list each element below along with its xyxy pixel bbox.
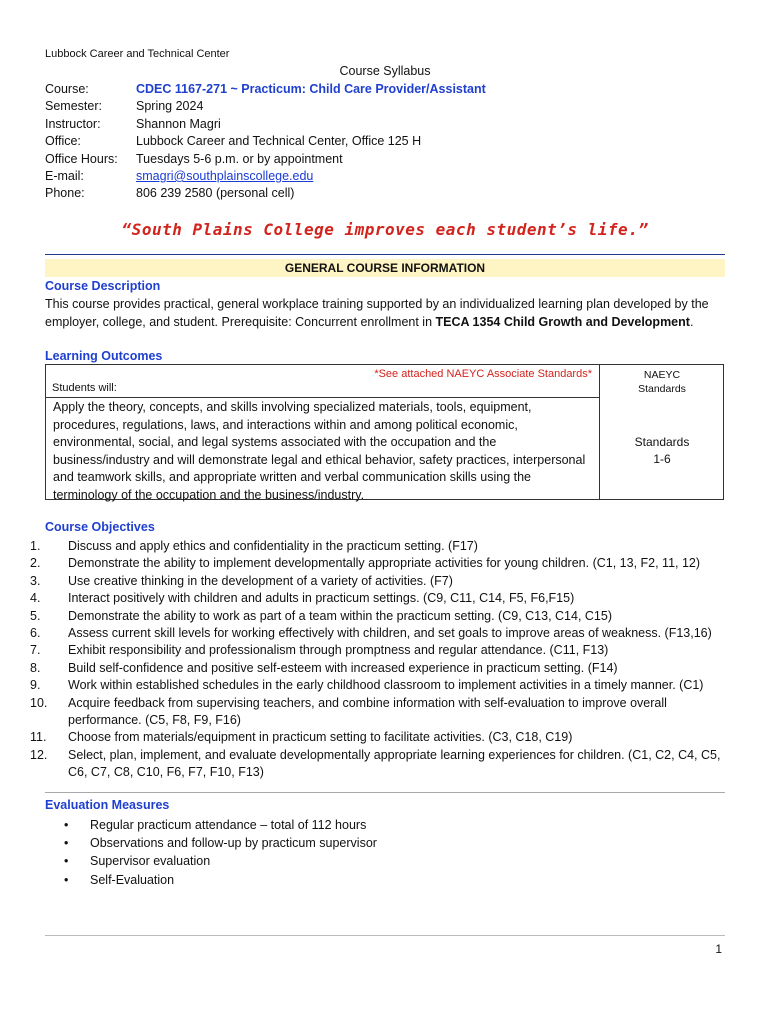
email-row — [45, 168, 486, 185]
list-text: Self-Evaluation — [90, 872, 175, 887]
instructor-value: Shannon Magri — [136, 116, 221, 131]
semester-row — [45, 98, 486, 115]
college-motto: “South Plains College improves each student’s life.” — [121, 220, 649, 239]
table-divider — [46, 397, 599, 398]
students-will-label: Students will: — [52, 382, 117, 394]
naeyc-header-line2: Standards — [638, 383, 686, 395]
list-number: 2. — [30, 556, 41, 571]
phone-value: 806 239 2580 (personal cell) — [136, 186, 295, 201]
list-item — [64, 852, 377, 870]
course-label: Course: — [45, 82, 89, 96]
list-item — [30, 538, 740, 555]
list-item — [30, 555, 740, 572]
prerequisite-course: TECA 1354 Child Growth and Development — [435, 314, 690, 329]
list-item — [30, 642, 740, 659]
list-number: 1. — [30, 539, 41, 553]
general-info-heading: GENERAL COURSE INFORMATION — [45, 259, 725, 277]
list-text: Use creative thinking in the development of a variety of activities. (F7) — [68, 573, 453, 588]
standards-range: 1-6 — [653, 452, 671, 466]
list-number: 6. — [30, 626, 41, 641]
description-end: . — [689, 314, 694, 329]
office-hours-value: Tuesdays 5-6 p.m. or by appointment — [136, 151, 343, 166]
evaluation-measures-heading: Evaluation Measures — [45, 798, 170, 812]
course-row — [45, 81, 486, 98]
list-text: Discuss and apply ethics and confidentiality in the practicum setting. (F17) — [68, 539, 478, 553]
semester-label: Semester: — [45, 99, 102, 114]
instructor-row — [45, 116, 486, 133]
list-number: 8. — [30, 660, 41, 675]
office-hours-label: Office Hours: — [45, 151, 118, 166]
list-item — [30, 677, 740, 694]
list-number: 12. — [30, 747, 48, 762]
course-description-text — [45, 296, 735, 331]
list-item — [30, 573, 740, 590]
office-row — [45, 133, 486, 150]
list-number: 10. — [30, 695, 48, 710]
list-number: 5. — [30, 608, 41, 623]
organization-name: Lubbock Career and Technical Center — [45, 48, 230, 60]
bullet-icon: • — [64, 818, 69, 832]
office-value: Lubbock Career and Technical Center, Office 125 H — [136, 134, 422, 149]
list-item — [30, 590, 740, 607]
bullet-icon: • — [64, 854, 69, 869]
list-text: Supervisor evaluation — [90, 854, 211, 869]
office-hours-row — [45, 151, 486, 168]
phone-row — [45, 185, 486, 202]
semester-value: Spring 2024 — [136, 99, 204, 114]
learning-outcomes-table — [45, 364, 724, 500]
list-text: Work within established schedules in the early childhood classroom to implement activities in a timely manner. (C1) — [68, 678, 704, 693]
list-text: Assess current skill levels for working effectively with children, and set goals to improve areas of weakness. (F13,16) — [68, 626, 712, 641]
list-number: 7. — [30, 643, 41, 658]
list-text: Exhibit responsibility and professionalism through promptness and regular attendance. (C11, F13) — [68, 643, 609, 658]
phone-label: Phone: — [45, 186, 85, 201]
list-text: Demonstrate the ability to implement developmentally appropriate activities for young children. (C1, 13, F2, 11, 12) — [68, 556, 701, 571]
learning-outcomes-heading: Learning Outcomes — [45, 349, 163, 363]
list-item — [30, 625, 740, 642]
office-label: Office: — [45, 134, 81, 149]
course-value: CDEC 1167-271 ~ Practicum: Child Care Provider/Assistant — [136, 82, 486, 96]
course-objectives-heading: Course Objectives — [45, 520, 155, 534]
list-number: 11. — [30, 730, 47, 745]
email-link[interactable]: smagri@southplainscollege.edu — [136, 168, 314, 183]
course-objectives-list — [30, 538, 740, 782]
bullet-icon: • — [64, 836, 69, 851]
list-item — [64, 834, 377, 852]
list-text: Choose from materials/equipment in practicum setting to facilitate activities. (C3, C18, C19) — [68, 730, 573, 745]
naeyc-column-header — [600, 368, 724, 396]
list-item — [30, 695, 740, 730]
list-item — [30, 660, 740, 677]
list-text: Interact positively with children and adults in practicum settings. (C9, C11, C14, F5, F6,F15) — [68, 591, 575, 606]
course-info-table — [45, 81, 486, 203]
list-item — [64, 816, 377, 834]
list-text: Acquire feedback from supervising teachers, and combine information with self-evaluation to improve overall performance. (C5, F8, F9, F16) — [68, 695, 667, 728]
list-item — [30, 608, 740, 625]
list-text: Select, plan, implement, and evaluate developmentally appropriate learning experiences for children. (C1, C2, C4, C5, C6, C7, C8, C10, F6, F7, F10, F13) — [68, 747, 721, 780]
list-text: Observations and follow-up by practicum supervisor — [90, 836, 377, 851]
standards-cell — [600, 434, 724, 468]
email-label: E-mail: — [45, 168, 84, 183]
list-item — [64, 871, 377, 889]
divider — [45, 792, 725, 793]
list-text: Demonstrate the ability to work as part of a team within the practicum setting. (C9, C13, C14, C15) — [68, 608, 612, 623]
naeyc-note: *See attached NAEYC Associate Standards* — [374, 368, 592, 380]
page-number: 1 — [715, 942, 722, 956]
list-item — [30, 729, 740, 746]
list-number: 9. — [30, 678, 41, 693]
instructor-label: Instructor: — [45, 116, 101, 131]
list-text: Regular practicum attendance – total of 112 hours — [90, 818, 367, 832]
list-item — [30, 747, 740, 782]
list-number: 3. — [30, 573, 41, 588]
list-number: 4. — [30, 591, 41, 606]
footer-divider — [45, 935, 725, 936]
list-text: Build self-confidence and positive self-esteem with increased experience in practicum setting. (F14) — [68, 660, 618, 675]
outcome-text: Apply the theory, concepts, and skills involving specialized materials, tools, equipment, procedures, regulations, laws, and interactions within and among political economic, environmental, social, and legal systems associated with the occupation and the business/industry and will demonstrate legal and ethical behavior, safety practices, interpersonal and teamwork skills, and appropriate written and verbal communication skills using the terminology of the occupation and the business/industry. — [53, 400, 586, 502]
evaluation-measures-list — [64, 816, 377, 889]
document-title: Course Syllabus — [339, 64, 431, 78]
course-description-heading: Course Description — [45, 279, 161, 293]
divider — [45, 254, 725, 255]
standards-label: Standards — [634, 435, 690, 449]
bullet-icon: • — [64, 872, 69, 887]
naeyc-header-line1: NAEYC — [643, 369, 681, 381]
description-text: This course provides practical, general workplace training supported by an individualized learning plan developed by the employer, college, and student. Prerequisite: Concurrent enrollment in — [45, 297, 709, 329]
